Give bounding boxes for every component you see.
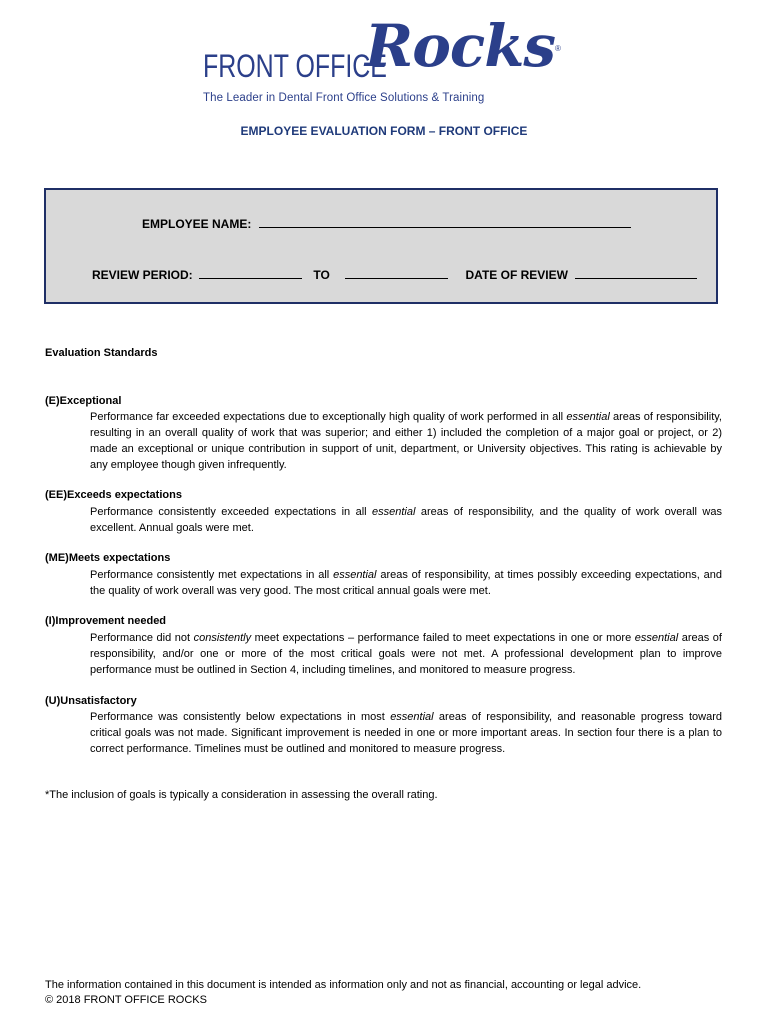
company-logo [203,12,565,106]
logo-tagline: The Leader in Dental Front Office Solutions & Training [203,92,485,104]
date-of-review-label: DATE OF REVIEW [465,268,568,282]
standard-description: Performance far exceeded expectations due to exceptionally high quality of work performed in all essential areas of responsibility, resulting in an overall quality of work that was superior; and either 1) included the completion of a major goal or project, or 2) made an exceptional or unique contribution in support of unit, department, or University objectives. This rating is achievable by any employee though given infrequently. [90,411,722,471]
standard-description: Performance did not consistently meet expectations – performance failed to meet expectations in one or more essential areas of responsibility, and/or one or more of the most critical goals were not met. A professional development plan to improve performance must be outlined in Section 4, including timelines, and monitored to measure progress. [90,632,722,676]
standard-heading: (I)Improvement needed [45,615,167,627]
review-period-label: REVIEW PERIOD: [92,268,193,282]
footer-disclaimer: The information contained in this document is intended as information only and not as financial, accounting or legal advice. [45,979,642,991]
standard-heading: (EE)Exceeds expectations [45,489,182,501]
review-period-row [92,266,697,282]
date-of-review-field[interactable] [575,266,697,279]
review-period-start-field[interactable] [199,266,302,279]
standard-heading: (ME)Meets expectations [45,552,171,564]
review-period-end-field[interactable] [345,266,448,279]
employee-name-label: EMPLOYEE NAME: [142,217,252,231]
employee-info-box [44,188,718,304]
standard-description: Performance consistently exceeded expectations in all essential areas of responsibility, and the quality of work overall was excellent. Annual goals were met. [90,506,722,534]
evaluation-standards-heading: Evaluation Standards [45,347,158,359]
employee-name-row [142,215,631,231]
goals-note: *The inclusion of goals is typically a consideration in assessing the overall rating. [45,789,438,801]
form-title: EMPLOYEE EVALUATION FORM – FRONT OFFICE [240,124,528,138]
standard-description: Performance was consistently below expectations in most essential areas of responsibility, and reasonable progress toward critical goals was not made. Significant improvement is needed in one or more important areas. In section four there is a plan to correct performance. Timelines must be outlined and monitored to measure progress. [90,711,722,755]
logo-registered-mark: ® [555,44,561,53]
logo-rocks-text: Rocks [365,12,556,80]
to-label: TO [313,268,330,282]
standard-heading: (E)Exceptional [45,395,122,407]
footer-copyright: © 2018 FRONT OFFICE ROCKS [45,994,207,1006]
standard-heading: (U)Unsatisfactory [45,695,137,707]
logo-front-office-text: FRONT OFFICE [203,48,387,84]
standard-description: Performance consistently met expectations in all essential areas of responsibility, at times possibly exceeding expectations, and the quality of work overall was very good. The most critical annual goals were met. [90,569,722,597]
employee-name-field[interactable] [259,215,631,228]
